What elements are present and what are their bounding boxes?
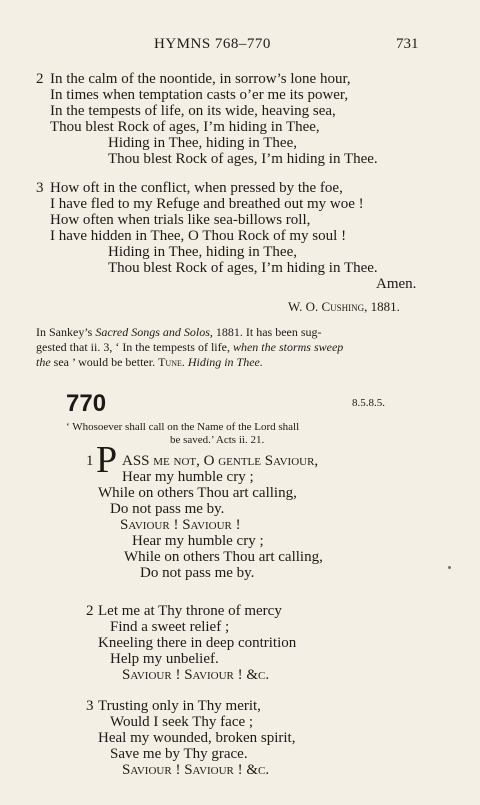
author-initials: W. O. bbox=[288, 299, 319, 314]
drop-cap: P bbox=[96, 439, 118, 481]
amen: Amen. bbox=[376, 276, 417, 292]
note-line: the sea ’ would be better. Tune. Hiding in Thee. bbox=[36, 355, 263, 369]
note-line: gested that ii. 3, ‘ In the tempests of life, when the storms sweep bbox=[36, 340, 344, 354]
verse-number: 3 bbox=[86, 698, 94, 714]
note-line: In Sankey’s Sacred Songs and Solos, 1881. It has been sug- bbox=[36, 325, 322, 339]
print-speck bbox=[448, 566, 451, 569]
hymn-number: 770 bbox=[66, 390, 107, 417]
verse-line: Would I seek Thy face ; bbox=[110, 714, 254, 730]
verse-line: Find a sweet relief ; bbox=[110, 619, 230, 635]
verse-line: I have fled to my Refuge and breathed out my woe ! bbox=[50, 196, 364, 212]
refrain-line: Saviour ! Saviour ! &c. bbox=[122, 667, 270, 683]
verse-line: I have hidden in Thee, O Thou Rock of my soul ! bbox=[50, 228, 347, 244]
refrain-line: Saviour ! Saviour ! &c. bbox=[122, 762, 270, 778]
verse-line: In times when temptation casts o’er me its power, bbox=[50, 87, 349, 103]
verse-number: 3 bbox=[36, 180, 44, 196]
refrain-line: Hear my humble cry ; bbox=[132, 533, 264, 549]
verse-line: How oft in the conflict, when pressed by the foe, bbox=[50, 180, 343, 196]
verse-line: In the calm of the noontide, in sorrow’s lone hour, bbox=[50, 71, 351, 87]
author-year: 1881. bbox=[370, 299, 400, 314]
epigraph-line: ‘ Whosoever shall call on the Name of the Lord shall bbox=[66, 421, 300, 433]
verse-line: Thou blest Rock of ages, I’m hiding in Thee, bbox=[50, 119, 320, 135]
verse-line: Save me by Thy grace. bbox=[110, 746, 248, 762]
verse-line: Hiding in Thee, hiding in Thee, bbox=[108, 135, 298, 151]
verse-line: Heal my wounded, broken spirit, bbox=[98, 730, 296, 746]
running-header: HYMNS 768–770 bbox=[154, 36, 271, 52]
verse-number: 2 bbox=[36, 71, 44, 87]
verse-line: Thou blest Rock of ages, I’m hiding in Thee. bbox=[108, 260, 378, 276]
verse-line: While on others Thou art calling, bbox=[98, 485, 297, 501]
verse-number: 2 bbox=[86, 603, 94, 619]
verse-line: Kneeling there in deep contrition bbox=[98, 635, 297, 651]
hymn-author bbox=[288, 298, 400, 315]
author-name: Cushing, bbox=[321, 299, 368, 314]
hymn-meter: 8.5.8.5. bbox=[352, 397, 385, 409]
epigraph-line: be saved.’ Acts ii. 21. bbox=[170, 434, 265, 446]
verse-line: How often when trials like sea-billows roll, bbox=[50, 212, 311, 228]
verse-line: Hiding in Thee, hiding in Thee, bbox=[108, 244, 298, 260]
page-number: 731 bbox=[396, 36, 419, 52]
refrain-line: Saviour ! Saviour ! bbox=[120, 517, 241, 533]
verse-line: Let me at Thy throne of mercy bbox=[98, 603, 282, 619]
verse-line: Do not pass me by. bbox=[110, 501, 225, 517]
verse-line: Hear my humble cry ; bbox=[122, 469, 254, 485]
verse-line: Trusting only in Thy merit, bbox=[98, 698, 261, 714]
verse-line: In the tempests of life, on its wide, heaving sea, bbox=[50, 103, 336, 119]
refrain-line: Do not pass me by. bbox=[140, 565, 255, 581]
verse-line: Thou blest Rock of ages, I’m hiding in Thee. bbox=[108, 151, 378, 167]
refrain-line: While on others Thou art calling, bbox=[124, 549, 323, 565]
verse-line: ASS me not, O gentle Saviour, bbox=[122, 453, 319, 469]
verse-number: 1 bbox=[86, 453, 94, 469]
verse-line: Help my unbelief. bbox=[110, 651, 219, 667]
